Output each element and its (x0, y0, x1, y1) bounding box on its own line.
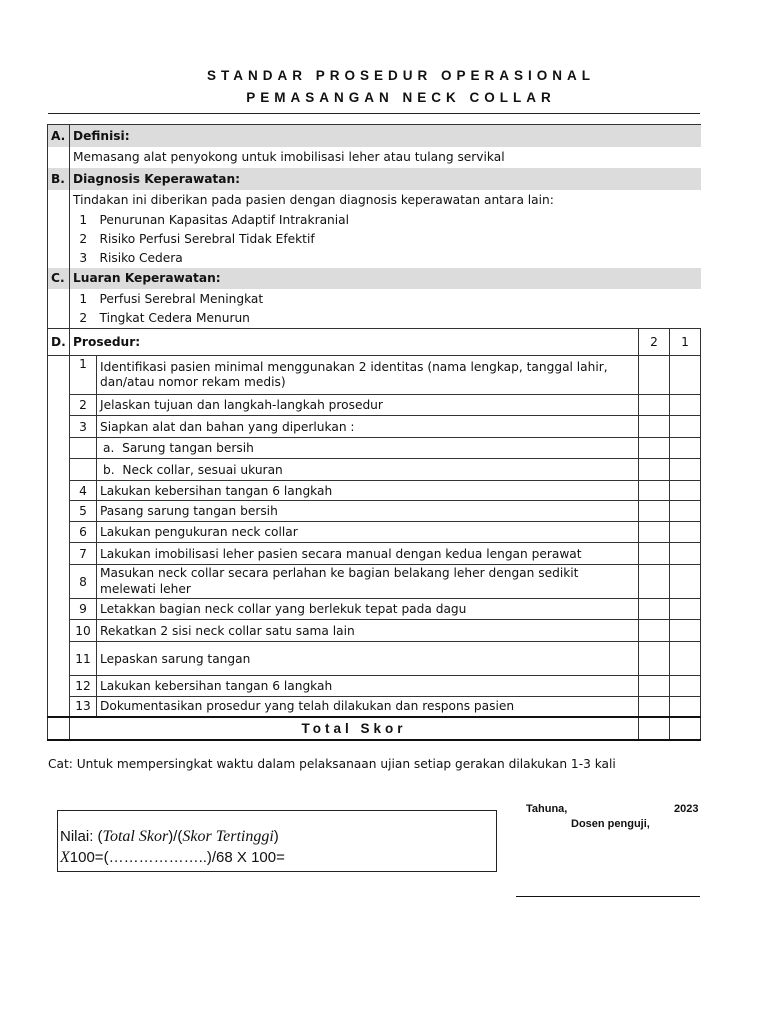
list-item (48, 230, 701, 249)
definition-text: Memasang alat penyokong untuk imobilisasi leher atau tulang servikal (73, 150, 505, 164)
score-cell[interactable] (670, 481, 701, 501)
sub-step-text: Neck collar, sesuai ukuran (122, 462, 283, 477)
score-column-header: 2 (639, 329, 670, 356)
step-number: 11 (70, 642, 97, 676)
score-cell[interactable] (639, 697, 670, 717)
list-item (48, 249, 701, 268)
table-row (48, 543, 701, 565)
sub-step-letter: a. (103, 441, 115, 455)
score-cell[interactable] (639, 459, 670, 481)
item-text: Penurunan Kapasitas Adaptif Intrakranial (99, 213, 350, 227)
step-number: 1 (70, 356, 97, 395)
section-a-text-row (48, 147, 701, 168)
sub-step-letter: b. (103, 462, 115, 477)
step-text: Lakukan kebersihan tangan 6 langkah (97, 676, 639, 697)
list-item (48, 309, 701, 329)
score-cell[interactable] (670, 565, 701, 599)
total-row (48, 717, 701, 740)
score-cell[interactable] (670, 697, 701, 717)
step-text: Siapkan alat dan bahan yang diperlukan : (97, 416, 639, 438)
score-cell[interactable] (670, 676, 701, 697)
section-title: Prosedur: (70, 329, 639, 356)
exam-note: Cat: Untuk mempersingkat waktu dalam pelaksanaan ujian setiap gerakan dilakukan 1-3 kali (48, 757, 616, 771)
score-cell[interactable] (670, 642, 701, 676)
item-text: Risiko Perfusi Serebral Tidak Efektif (99, 232, 315, 246)
signature-line (516, 896, 700, 897)
step-number: 10 (70, 620, 97, 642)
section-title: Definisi: (70, 125, 701, 147)
section-b-header (48, 168, 701, 190)
formula-term-max: Skor Tertinggi (182, 828, 274, 845)
item-text: Tingkat Cedera Menurun (99, 311, 250, 326)
formula-multiply: X (60, 848, 70, 866)
section-letter: A. (48, 125, 70, 147)
score-cell[interactable] (639, 599, 670, 620)
step-number: 8 (70, 565, 97, 599)
signature-role: Dosen penguji, (571, 818, 650, 830)
table-row (48, 501, 701, 522)
total-score-label: Total Skor (70, 717, 639, 740)
section-a-header (48, 125, 701, 147)
formula-term-total: Total Skor (102, 828, 169, 845)
section-title: Diagnosis Keperawatan: (70, 168, 701, 190)
list-item (48, 289, 701, 309)
item-text: Risiko Cedera (99, 251, 183, 265)
table-row (48, 676, 701, 697)
score-cell[interactable] (670, 395, 701, 416)
score-cell[interactable] (670, 620, 701, 642)
section-letter: D. (48, 329, 70, 356)
title-divider (48, 113, 700, 114)
table-row (48, 416, 701, 438)
section-d-header (48, 329, 701, 356)
score-cell[interactable] (639, 501, 670, 522)
step-number: 4 (70, 481, 97, 501)
formula-result: 100=(………………..)/68 X 100= (69, 848, 285, 866)
score-cell[interactable] (639, 676, 670, 697)
step-number: 3 (70, 416, 97, 438)
step-number: 2 (70, 395, 97, 416)
sub-step (97, 459, 639, 481)
score-cell[interactable] (670, 416, 701, 438)
page-subtitle: PEMASANGAN NECK COLLAR (246, 90, 556, 105)
sub-step (97, 438, 639, 459)
step-text: Masukan neck collar secara perlahan ke bagian belakang leher dengan sedikit melewati leher (97, 565, 639, 599)
score-cell[interactable] (639, 565, 670, 599)
sub-step-text: Sarung tangan bersih (122, 441, 254, 455)
signature-place: Tahuna, (526, 803, 568, 815)
table-row (48, 697, 701, 717)
step-text: Dokumentasikan prosedur yang telah dilakukan dan respons pasien (97, 697, 639, 717)
table-row (48, 459, 701, 481)
item-number: 1 (79, 291, 88, 306)
section-b-intro-row (48, 190, 701, 211)
score-cell[interactable] (670, 459, 701, 481)
item-number: 3 (79, 251, 88, 265)
diagnosis-intro: Tindakan ini diberikan pada pasien dengan diagnosis keperawatan antara lain: (73, 193, 554, 207)
item-number: 2 (79, 232, 88, 246)
step-text: Rekatkan 2 sisi neck collar satu sama lain (97, 620, 639, 642)
table-row (48, 356, 701, 395)
score-column-header: 1 (670, 329, 701, 356)
list-item (48, 211, 701, 230)
table-row (48, 620, 701, 642)
score-cell[interactable] (670, 501, 701, 522)
score-cell[interactable] (670, 438, 701, 459)
section-letter: C. (48, 268, 70, 289)
page-title: STANDAR PROSEDUR OPERASIONAL (206, 68, 596, 83)
table-row (48, 395, 701, 416)
step-text: Pasang sarung tangan bersih (97, 501, 639, 522)
step-text: Lakukan pengukuran neck collar (97, 522, 639, 543)
score-cell[interactable] (639, 481, 670, 501)
section-title: Luaran Keperawatan: (70, 268, 701, 289)
item-text: Perfusi Serebral Meningkat (99, 291, 264, 306)
score-cell[interactable] (670, 522, 701, 543)
step-text: Lakukan kebersihan tangan 6 langkah (97, 481, 639, 501)
score-formula-line2 (60, 848, 496, 869)
table-row (48, 599, 701, 620)
score-cell[interactable] (639, 522, 670, 543)
score-formula-line1: Nilai: (Total Skor)/(Skor Tertinggi) (60, 828, 279, 845)
score-cell[interactable] (639, 642, 670, 676)
total-score-cell[interactable] (639, 717, 670, 740)
score-cell[interactable] (670, 543, 701, 565)
item-number: 2 (79, 311, 88, 326)
total-score-cell[interactable] (670, 717, 701, 740)
score-cell[interactable] (639, 543, 670, 565)
score-formula-box (57, 810, 497, 872)
step-number: 13 (70, 697, 97, 717)
step-number: 12 (70, 676, 97, 697)
step-text: Letakkan bagian neck collar yang berlekuk tepat pada dagu (97, 599, 639, 620)
step-number: 7 (70, 543, 97, 565)
score-cell[interactable] (639, 416, 670, 438)
step-number: 6 (70, 522, 97, 543)
score-cell[interactable] (639, 395, 670, 416)
table-row (48, 481, 701, 501)
table-row (48, 522, 701, 543)
step-text: Jelaskan tujuan dan langkah-langkah prosedur (97, 395, 639, 416)
sop-table (47, 124, 701, 741)
score-cell[interactable] (639, 438, 670, 459)
signature-year: 2023 (674, 803, 699, 815)
step-text: Identifikasi pasien minimal menggunakan 2 identitas (nama lengkap, tanggal lahir, dan/atau nomor rekam medis) (97, 356, 639, 395)
table-row (48, 642, 701, 676)
score-cell[interactable] (639, 620, 670, 642)
table-row (48, 438, 701, 459)
formula-label: Nilai (60, 828, 90, 845)
table-row (48, 565, 701, 599)
step-number: 9 (70, 599, 97, 620)
step-text: Lepaskan sarung tangan (97, 642, 639, 676)
section-c-header (48, 268, 701, 289)
section-letter: B. (48, 168, 70, 190)
item-number: 1 (79, 213, 88, 227)
score-cell[interactable] (670, 356, 701, 395)
step-number: 5 (70, 501, 97, 522)
step-text: Lakukan imobilisasi leher pasien secara manual dengan kedua lengan perawat (97, 543, 639, 565)
score-cell[interactable] (639, 356, 670, 395)
score-cell[interactable] (670, 599, 701, 620)
